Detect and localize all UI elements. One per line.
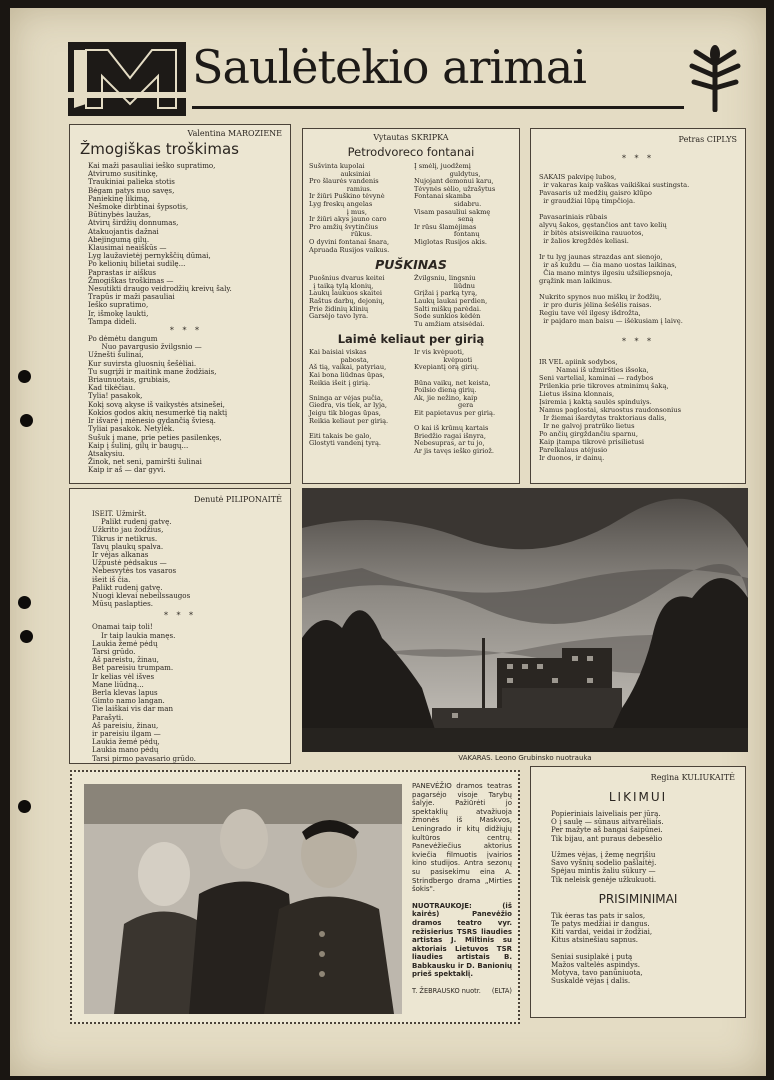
poem-column: Puošnius dvarus keitei į taiką tylą klonių, Laukų laukuos skaitei Raštus darbų, dejonių, Prie židinių klinių Garsėjo tavo lyra. bbox=[309, 274, 385, 321]
poem-stars: * * * bbox=[621, 154, 655, 163]
article-box bbox=[70, 770, 520, 1024]
poem-column: Žvilgsniu, lingsniu liūdnu Grįžai į parką tyrą, Laukų laukai perdien, Salti miškų parėdai. Sode sunkios kėdėn Tu amžiam atsisėdai. bbox=[414, 274, 488, 328]
poem-author: Petras CIPLYS bbox=[678, 135, 737, 144]
poem-text: ISEIT. Užmiršt. Palikt rudenį gatvę. Užkrito jau žodžius, Tikrus ir netikrus. Tavų plaukų spalva. Ir vėjas alkanas Užpustė pėdsakus — Nebesvytės tos vasaros išeit iš čia. Palikt rudenį gatvę. Nuogi klevai nebeilssaugos Mūsų paslapties. bbox=[92, 509, 191, 609]
poem-title: Žmogiškas troškimas bbox=[80, 140, 239, 158]
agency-credit: (ELTA) bbox=[491, 987, 512, 996]
poem-author: Valentina MAROZIENE bbox=[187, 129, 282, 138]
article-text: PANEVĖŽIO dramos teatras pagarsėjo visoje Tarybų šalyje. Pažiūrėti jo spektaklių atvažiuoja žmonės iš Maskvos, Leningrado ir kitų didžiųjų kultūros centrų. Panevėžiečius aktorius kviečia filmuotis įvairios kino studijos. Antra sezonų su pasisekimu eina A. Strindbergo drama „Mirties šokis". bbox=[412, 782, 512, 894]
punch-hole bbox=[18, 596, 31, 609]
poem-text: SAKAIS pakvipę lubos, ir vakaras kaip vaškas vaikiškai sustingsta. Pavasaris už medžių gaisro klūpo ir graudžiai lūpą timpčioja. Pavasariniais rūbais alyvų šakos, gęstančios ant tavo kelių ir bitės atsisveikina rauuotos, ir žalios kregždės keliasi. Ir tu lyg jaunas strazdas ant sienojo, ir aš kuždu — čia mano uostas laikinas, Čia mano mintys ilgesiu užsiliepsnoja, grąžink man laikinus. Nukrito spynos nuo miškų ir žodžių, ir pro duris jėlina šešėlis raisas. Regiu tave vėl ilgesy išdrožta, ir paįdaro man baisu — išėkusiam į laivę. bbox=[539, 173, 690, 325]
masthead-rule bbox=[192, 106, 684, 109]
evening-photo-image bbox=[302, 488, 748, 752]
poem-column: Kai baisiai viskas pabosta, Aš tią, vaikai, patyriau, Kai bona liūdnas ūpas, Reikia išeit į girią. Sninga ar vėjas pučia, Giedra, vis tiek, ar lyja, Jeigu tik blogas ūpas, Reikia keliaut per girią. Eiti takais be galo, Glostyti vandenį tyrą. bbox=[309, 348, 389, 448]
poem-4-box bbox=[69, 488, 291, 764]
photo-description: NUOTRAUKOJE: (iš kairės) Panevėžio dramos teatro vyr. režisierius TSRS liaudies artistas J. Miltinis su aktoriais Lietuvos TSR liaudies artistais B. Babkausku ir D. Banionių prieš spektaklį. bbox=[412, 901, 512, 979]
newspaper-page bbox=[10, 8, 766, 1076]
poem-stars-2: * * * bbox=[621, 337, 655, 346]
punch-hole bbox=[20, 414, 33, 427]
photo-caption: VAKARAS. Leono Grubinsko nuotrauka bbox=[458, 754, 592, 762]
masthead bbox=[68, 38, 744, 122]
poem-title: Petrodvoreco fontanai bbox=[347, 145, 475, 159]
punch-hole bbox=[18, 800, 31, 813]
poem-column: Ir vis kvėpuoti, kvėpuoti Kvepiantį orą girių. Būna vaikų, net keista, Poilsio dieną girių. Ak, jie nežino, kaip gera Eit papietavus per girią. O kai iš krūmų kartais Briedžio ragai išnyra, Nebesupras, ar tu jo, Ar jis tavęs ieško giriož. bbox=[414, 348, 496, 455]
actors-photo-image bbox=[84, 784, 402, 1014]
poem-text: Popieriniais laiveliais per jūrą. O į saulę — sūnaus aitvarėliais. Per mažyte aš bangai šaipūnei. Tik bijau, ant puraus debesėlio Užmes vėjas, į žemę negrįšiu Savo vyšnių sodelio pašlaitėj. Spėjau mintis žaliu sūkury — Tik neleisk genėje užkukuoti. bbox=[551, 809, 664, 884]
poem-2-box bbox=[302, 128, 520, 484]
masthead-title: Saulėtekio arimai bbox=[192, 40, 586, 94]
poem-title-2: PRISIMINIMAI bbox=[598, 891, 678, 906]
poem-author: Vytautas SKRIPKA bbox=[373, 133, 449, 142]
poem-text-2: Po dėmėtu dangum Nuo pavargusio žvilgsnio — Užnešti šulinai, Kur suvirsta gluosnių šešėliai. Tu sugrįži ir maitink mane žodžiais, Briaunuotais, grubiais, Kad tikėčiau. Tylia! pasakok, Kokį sovą akyse iš vaikystės atsinešei, Kokios godos akių nesumerkė tią naktį Ir išvarė į mėnesio gydančią šviesą. Tyliai pasakok. Netylėk. Sušuk į mane, prie peties pasilenkęs, Kaip į šulinį, gilų ir baugų... Atsakysiu. Žinok, net seni, pamiršti šulinai Kaip ir aš — dar gyvi. bbox=[88, 334, 228, 475]
landscape-photo bbox=[302, 488, 748, 752]
poem-subtitle-2: Laimė keliaut per girią bbox=[337, 332, 485, 347]
poem-stars: * * * bbox=[163, 611, 197, 621]
poem-5-box bbox=[530, 766, 746, 1018]
punch-hole bbox=[20, 630, 33, 643]
photo-credit: T. ŽEBRAUSKO nuotr. bbox=[412, 987, 481, 996]
punch-hole bbox=[18, 370, 31, 383]
theatre-photo bbox=[84, 784, 402, 1014]
poem-subtitle: PUŠKINAS bbox=[375, 257, 447, 273]
poem-author: Denutė PILIPONAITĖ bbox=[193, 495, 282, 504]
poem-3-box bbox=[530, 128, 746, 484]
poem-text-2: Onamai taip toli! Ir taip laukia manęs. Laukia žemė pėdų Tarsi grūdo. Aš pareistu, žinau, Bet pareisiu trumpam. Ir kelias vėl išves Mane liūdną... Berla klevas lapus Gimto namo langan. Tie laiškai vis dar man Parašyti. Aš pareisiu, žinau, ir pareisiu ilgam — Laukia žemė pėdų, Laukia mano pėdų Tarsi pirmo pavasario grūdo. bbox=[92, 622, 196, 763]
poem-stars: * * * bbox=[169, 326, 202, 336]
poem-author: Regina KULIUKAITĖ bbox=[650, 773, 735, 782]
poem-1-box bbox=[69, 124, 291, 484]
poem-text: Kai maži pasauliai ieško supratimo, Atvirumo susitinkę, Traukiniai palieka stotis Bėgam patys nuo savęs, Paniekinę likimą, Nešmoke dirbtinai šypsotis, Būtinybės laužas, Atvirų širdžių donnumas, Atakuojantis dažnai Abejingumą gilų. Klausimai neaiškūs — Lyg laužavietėj pernykščių dūmai, Po kelionių bilietai sudilę... Paprastas ir aiškus Žmogiškas troškimas — Nesutikti draugo veidrodžių kreivų šaly. Trapūs ir maži pasauliai Ieško supratimo, Ir, išmokę laukti, Tampa dideli. bbox=[88, 161, 232, 326]
poem-title: LIKIMUI bbox=[608, 790, 668, 804]
poem-column: Sušvinta kupolai auksiniai Pro šlaurės vandenis ramius. Ir žiūri Puškino tėvynė Lyg freskų angelas į mus, Ir žiūri akys jauno caro Pro amžių švytinčius rūkus. O dyvini fontanai šnara, Apruada Rusijos vaikus. bbox=[309, 162, 390, 254]
poem-text-2: Tik ėeras tas pats ir salos, Te patys medžiai ir dangus. Kiti vardai, veidai ir žodžiai, Kitus atsinešiau sapnus. Seniai susiplakė į putą Mažos valtelės aspindys. Motyva, tavo panūniuota, Suskaldė vėjas į dalis. bbox=[551, 910, 653, 986]
masthead-left-ornament bbox=[68, 42, 186, 116]
poem-text-2: IR VEL apiink sodybos, Namai iš užmiršties išsoka, Seni vartelial, kaminai — radybos Prilenkia prie tikroves atminimų šaką, Lietus išsina klonnais, Įsiremia į kaktą saulės spinduiys. Namus paglostai, skruostus raudonsonius Ir žiemai išardytas traktoriaus dalis, Ir ne galvoj pratrūko lietus Po ančių girgždančiu sparnu, Kaip įtampa tikrovė prisilietusi Parelkalaus atėjusio Ir duonos, ir dainų. bbox=[539, 358, 682, 462]
article-text-column bbox=[412, 782, 512, 995]
poem-column: Į smėlį, juodžemį guldytus, Nujojant demonui karu, Tėvynės sėlio, užrašytus Fontanai skamba sidabru. Visam pasauliui sakmę seną Ir rūsu šlamėjimas fontanų Miglotas Rusijos akis. bbox=[414, 162, 496, 246]
leaf-icon bbox=[686, 44, 744, 112]
